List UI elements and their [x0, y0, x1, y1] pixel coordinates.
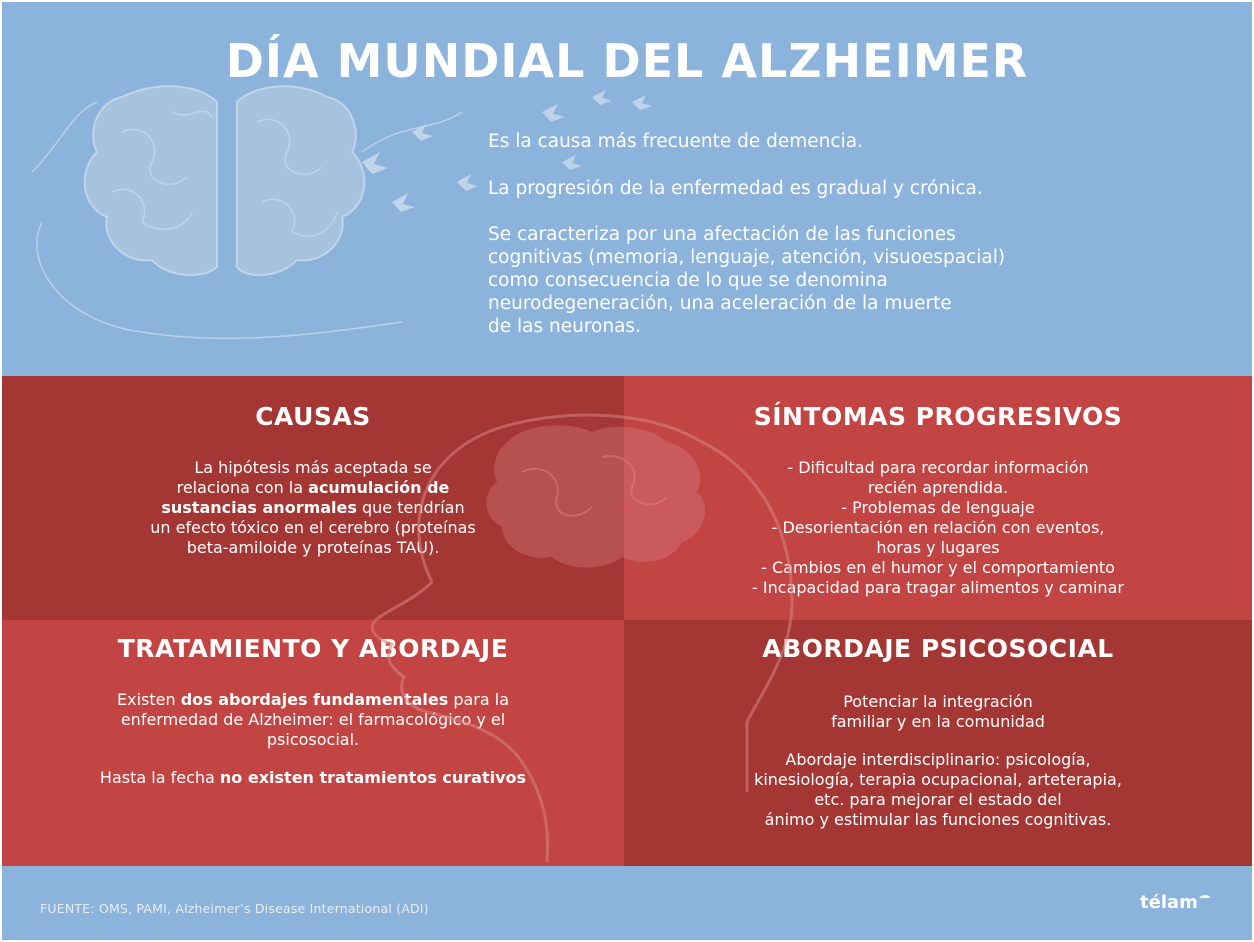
- tratamiento-body: [2, 690, 624, 788]
- psicosocial-line: Potenciar la integración: [843, 692, 1033, 711]
- causas-body: [2, 458, 624, 558]
- intro-line-2: La progresión de la enfermedad es gradual y crónica.: [488, 178, 983, 199]
- telam-logo-text: télam: [1140, 892, 1198, 913]
- page-title: DÍA MUNDIAL DEL ALZHEIMER: [225, 34, 1029, 88]
- psicosocial-line: kinesiología, terapia ocupacional, arteterapia,: [754, 770, 1122, 789]
- source-credit: FUENTE: OMS, PAMI, Alzheimer’s Disease International (ADI): [40, 901, 429, 916]
- sintomas-item: horas y lugares: [876, 538, 1000, 557]
- intro-paragraph-line: como consecuencia de lo que se denomina: [488, 270, 888, 291]
- sintomas-item: - Desorientación en relación con eventos,: [771, 518, 1105, 537]
- sintomas-panel: [624, 376, 1252, 620]
- psicosocial-line: familiar y en la comunidad: [831, 712, 1045, 731]
- psicosocial-line: Abordaje interdisciplinario: psicología,: [785, 750, 1091, 769]
- intro-paragraph-line: cognitivas (memoria, lenguaje, atención, visuoespacial): [488, 247, 1006, 268]
- tratamiento-title: TRATAMIENTO Y ABORDAJE: [117, 634, 509, 663]
- footer: [2, 866, 1252, 940]
- sintomas-item: recién aprendida.: [867, 478, 1009, 497]
- intro-paragraph-line: Se caracteriza por una afectación de las funciones: [488, 224, 956, 245]
- causas-line: beta-amiloide y proteínas TAU).: [186, 538, 440, 557]
- causas-title: CAUSAS: [255, 402, 371, 431]
- causas-panel: [2, 376, 624, 620]
- intro-paragraph-line: neurodegeneración, una aceleración de la muerte: [488, 293, 952, 314]
- intro-line-1: Es la causa más frecuente de demencia.: [488, 131, 863, 152]
- wifi-icon: [1198, 890, 1212, 900]
- telam-logo: [1140, 892, 1220, 922]
- psicosocial-panel: [624, 620, 1252, 866]
- sintomas-item: - Problemas de lenguaje: [841, 498, 1035, 517]
- causas-line: La hipótesis más aceptada se: [194, 458, 432, 477]
- intro-paragraph-line: de las neuronas.: [488, 316, 641, 337]
- causas-line: sustancias anormales que tendrían: [161, 498, 465, 517]
- tratamiento-line: psicosocial.: [266, 730, 360, 749]
- psicosocial-line: ánimo y estimular las funciones cognitivas.: [764, 810, 1112, 829]
- sintomas-list: [624, 458, 1252, 598]
- intro-paragraph: [488, 223, 1198, 338]
- tratamiento-line: Hasta la fecha no existen tratamientos curativos: [99, 768, 527, 787]
- sintomas-item: - Cambios en el humor y el comportamiento: [761, 558, 1115, 577]
- psicosocial-title: ABORDAJE PSICOSOCIAL: [762, 634, 1114, 663]
- causas-line: un efecto tóxico en el cerebro (proteínas: [150, 518, 476, 537]
- infographic: [2, 2, 1252, 940]
- sintomas-item: - Incapacidad para tragar alimentos y caminar: [752, 578, 1124, 597]
- header-section: [2, 2, 1252, 376]
- tratamiento-line: enfermedad de Alzheimer: el farmacológico y el: [120, 710, 506, 729]
- tratamiento-panel: [2, 620, 624, 866]
- sintomas-title: SÍNTOMAS PROGRESIVOS: [753, 402, 1123, 431]
- psicosocial-body: [624, 692, 1252, 830]
- sintomas-item: - Dificultad para recordar información: [787, 458, 1089, 477]
- causas-line: relaciona con la acumulación de: [176, 478, 450, 497]
- psicosocial-line: etc. para mejorar el estado del: [814, 790, 1062, 809]
- tratamiento-line: Existen dos abordajes fundamentales para la: [116, 690, 510, 709]
